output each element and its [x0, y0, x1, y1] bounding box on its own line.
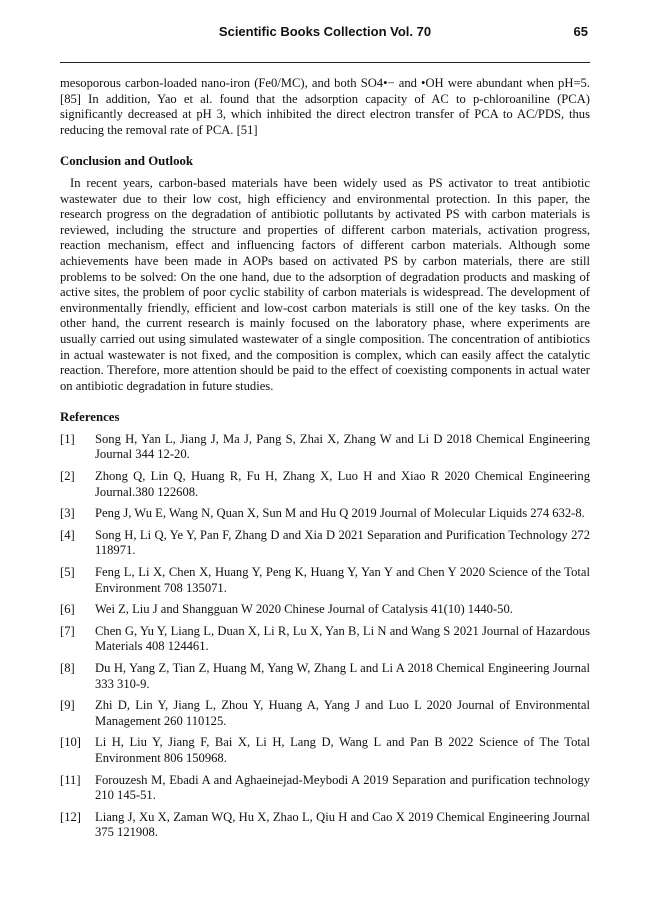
reference-text: Song H, Yan L, Jiang J, Ma J, Pang S, Zhai X, Zhang W and Li D 2018 Chemical Engineering Journal 344 12-20. [95, 431, 590, 462]
reference-number: [7] [60, 623, 75, 638]
running-header [60, 24, 590, 46]
reference-item [60, 661, 590, 692]
reference-text: Zhong Q, Lin Q, Huang R, Fu H, Zhang X, Luo H and Xiao R 2020 Chemical Engineering Journal.380 122608. [95, 469, 590, 499]
reference-text: Liang J, Xu X, Zaman WQ, Hu X, Zhao L, Qiu H and Cao X 2019 Chemical Engineering Journal 375 121908. [95, 809, 590, 840]
page-body [60, 76, 590, 847]
reference-text: Feng L, Li X, Chen X, Huang Y, Peng K, Huang Y, Yan Y and Chen Y 2020 Science of the Total Environment 708 135071. [95, 565, 590, 595]
reference-text: Du H, Yang Z, Tian Z, Huang M, Yang W, Zhang L and Li A 2018 Chemical Engineering Journal 333 310-9. [95, 661, 590, 691]
reference-number: [4] [60, 527, 75, 542]
reference-item [60, 602, 590, 618]
reference-text: Chen G, Yu Y, Liang L, Duan X, Li R, Lu X, Yan B, Li N and Wang S 2021 Journal of Hazardous Materials 408 124461. [95, 623, 590, 654]
reference-item [60, 698, 590, 729]
conclusion-paragraph: In recent years, carbon-based materials have been widely used as PS activator to treat antibiotic wastewater due to their low cost, high efficiency and environmental protection. In this paper, the research progress on the degradation of antibiotic pollutants by activated PS with carbon materials is reviewed, including the structure and properties of different carbon materials, activation progress, reaction mechanism, effect and influencing factors of different carbon materials. Although some achievements have been made in AOPs based on activated PS by carbon materials, there are still problems to be solved: On the one hand, due to the adsorption of degradation products and masking of active sites, the problem of poor cyclic stability of carbon materials is widespread. The development of environmentally friendly, efficient and low-cost carbon materials is still one of the key tasks. On the other hand, the current research is mainly focused on the laboratory phase, where experiments are usually carried out using simulated wastewater of a single composition. The concentration of antibiotics in actual wastewater is not fixed, and the composition is complex, which can easily affect the catalytic reaction. Therefore, more attention should be paid to the effect of coexisting components in actual water on antibiotic degradation in future studies. [60, 175, 590, 393]
reference-number: [3] [60, 506, 75, 521]
header-rule [60, 62, 590, 63]
reference-text: Li H, Liu Y, Jiang F, Bai X, Li H, Lang D, Wang L and Pan B 2022 Science of The Total Environment 806 150968. [95, 735, 590, 765]
reference-item [60, 810, 590, 841]
reference-item [60, 528, 590, 559]
reference-number: [2] [60, 469, 75, 484]
reference-text: Song H, Li Q, Ye Y, Pan F, Zhang D and Xia D 2021 Separation and Purification Technology 272 118971. [95, 527, 590, 558]
reference-number: [12] [60, 809, 81, 824]
reference-number: [10] [60, 735, 81, 750]
intro-paragraph: mesoporous carbon-loaded nano-iron (Fe0/MC), and both SO4•− and •OH were abundant when pH=5. [85] In addition, Yao et al. found that the adsorption capacity of AC to p-chloroaniline (PCA) significantly decreased at pH 3, which inhibited the direct electron transfer of PCA to AC/PDS, thus reducing the removal rate of PCA. [51] [60, 76, 590, 137]
reference-number: [9] [60, 698, 75, 713]
reference-item [60, 469, 590, 500]
reference-number: [5] [60, 565, 75, 580]
reference-text: Wei Z, Liu J and Shangguan W 2020 Chinese Journal of Catalysis 41(10) 1440-50. [95, 602, 513, 617]
reference-item [60, 432, 590, 463]
references-heading: References [60, 410, 120, 425]
reference-number: [8] [60, 661, 75, 675]
reference-number: [1] [60, 431, 75, 446]
reference-list [60, 432, 590, 841]
journal-title: Scientific Books Collection Vol. 70 [218, 24, 432, 39]
reference-item [60, 624, 590, 655]
page-number: 65 [573, 24, 588, 39]
reference-text: Forouzesh M, Ebadi A and Aghaeinejad-Meybodi A 2019 Separation and purification technology 210 145-51. [95, 772, 590, 803]
reference-item [60, 773, 590, 804]
conclusion-heading: Conclusion and Outlook [60, 154, 193, 169]
reference-item [60, 735, 590, 766]
reference-item [60, 506, 590, 522]
reference-item [60, 565, 590, 596]
reference-number: [6] [60, 602, 75, 617]
reference-text: Peng J, Wu E, Wang N, Quan X, Sun M and Hu Q 2019 Journal of Molecular Liquids 274 632-8. [95, 506, 585, 521]
reference-number: [11] [60, 772, 81, 787]
reference-text: Zhi D, Lin Y, Jiang L, Zhou Y, Huang A, Yang J and Luo L 2020 Journal of Environmental Management 260 110125. [95, 698, 590, 728]
